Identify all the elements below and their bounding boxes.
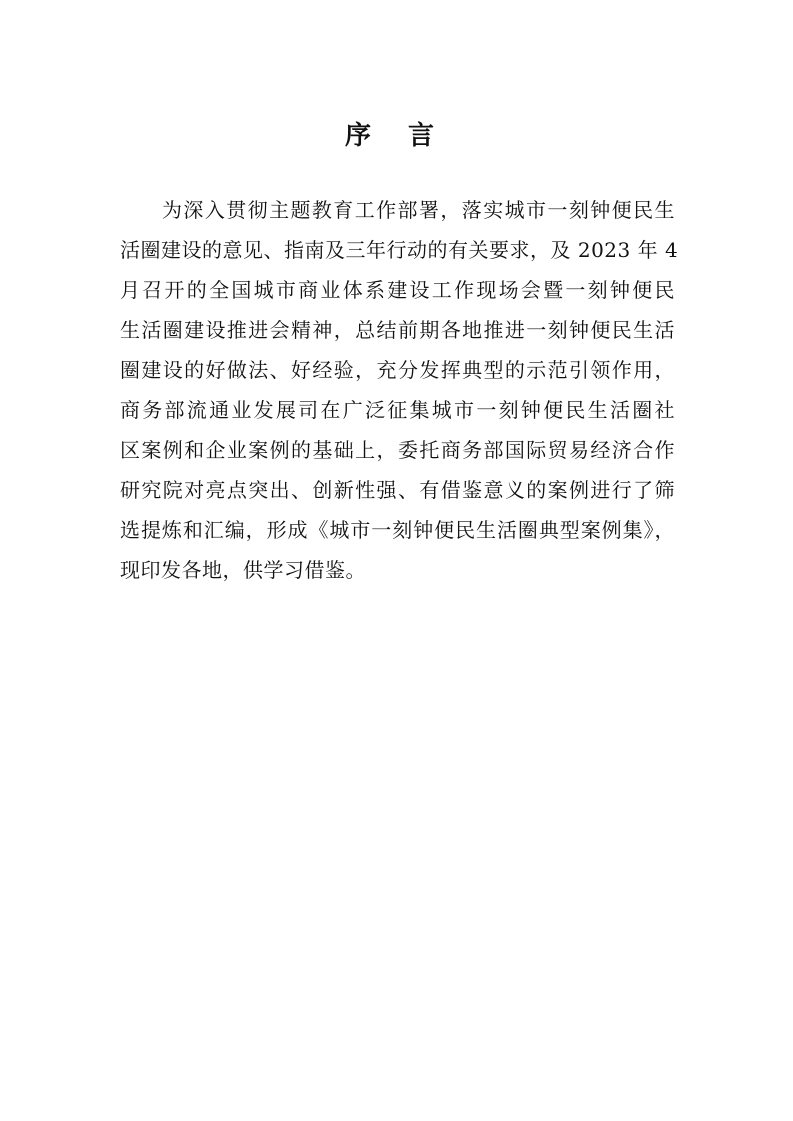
paragraph-line: 研究院对亮点突出、创新性强、有借鉴意义的案例进行了筛 <box>120 478 675 502</box>
paragraph-line: 现印发各地，供学习借鉴。 <box>120 558 366 582</box>
paragraph-line: 商务部流通业发展司在广泛征集城市一刻钟便民生活圈社 <box>120 398 675 422</box>
page-title: 序 言 <box>344 121 449 151</box>
paragraph-line: 月召开的全国城市商业体系建设工作现场会暨一刻钟便民 <box>120 278 675 302</box>
paragraph-line: 区案例和企业案例的基础上，委托商务部国际贸易经济合作 <box>120 438 675 462</box>
paragraph-line: 圈建设的好做法、好经验，充分发挥典型的示范引领作用， <box>120 358 675 382</box>
paragraph-line: 为深入贯彻主题教育工作部署，落实城市一刻钟便民生 <box>162 198 675 222</box>
preface-paragraph <box>120 190 679 590</box>
paragraph-line: 选提炼和汇编，形成《城市一刻钟便民生活圈典型案例集》， <box>120 518 675 542</box>
paragraph-line: 生活圈建设推进会精神，总结前期各地推进一刻钟便民生活 <box>120 318 675 342</box>
paragraph-line: 活圈建设的意见、指南及三年行动的有关要求，及 2023 年 4 <box>120 238 679 262</box>
